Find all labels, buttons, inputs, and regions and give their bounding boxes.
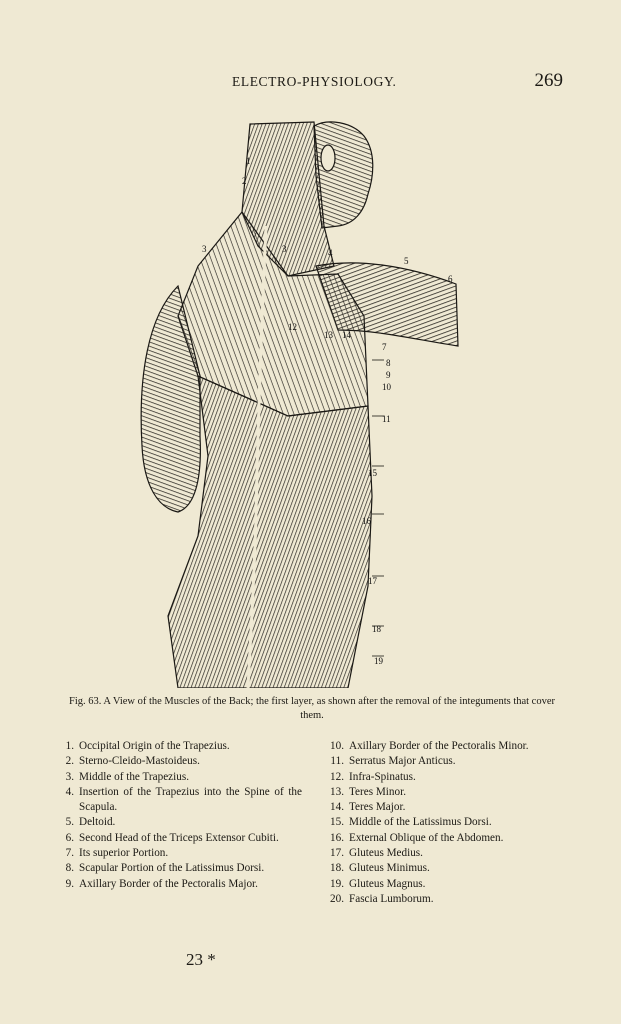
- figure-label: Fig. 63.: [68, 696, 102, 707]
- legend-num: 10.: [330, 740, 344, 752]
- callout-19: 19: [374, 656, 383, 666]
- legend-item: [58, 739, 302, 754]
- legend-item: [58, 846, 302, 861]
- callout-16: 16: [362, 516, 371, 526]
- callout-11: 11: [382, 414, 391, 424]
- legend-item: [322, 831, 566, 846]
- callout-13: 13: [324, 330, 333, 340]
- callout-10: 10: [382, 382, 391, 392]
- legend-item: [58, 877, 302, 892]
- legend-text: Axillary Border of the Pectoralis Minor.: [349, 740, 529, 752]
- legend-num: 13.: [330, 785, 344, 798]
- legend-num: 19.: [330, 877, 344, 890]
- legend-item: [58, 831, 302, 846]
- legend-item: [322, 785, 566, 800]
- legend-item: [58, 815, 302, 830]
- legend-right-column: [322, 739, 566, 907]
- legend-item: [58, 754, 302, 769]
- legend-num: 18.: [330, 862, 344, 875]
- callout-14: 14: [342, 330, 351, 340]
- callout-3-left: 3: [202, 244, 207, 254]
- legend-text: Axillary Border of the Pectoralis Major.: [79, 877, 258, 890]
- legend-text: Fascia Lumborum.: [349, 892, 434, 905]
- legend-text: Middle of the Latissimus Dorsi.: [349, 816, 492, 829]
- legend-num: 16.: [330, 831, 344, 844]
- callout-4: 4: [328, 248, 333, 258]
- legend-item: [322, 739, 566, 754]
- legend-item: [322, 892, 566, 907]
- legend-text: Middle of the Trapezius.: [79, 770, 190, 783]
- legend-item: [322, 846, 566, 861]
- callout-9: 9: [386, 370, 391, 380]
- legend-num: 9.: [65, 877, 74, 890]
- legend-num: 14.: [330, 801, 344, 814]
- legend-num: 7.: [65, 847, 74, 860]
- legend-text: Its superior Portion.: [79, 847, 169, 860]
- legend-text: Serratus Major Anticus.: [349, 755, 456, 768]
- legend-num: 1.: [65, 740, 74, 752]
- legend-item: [322, 800, 566, 815]
- legend-text: Second Head of the Triceps Extensor Cubiti.: [79, 831, 279, 844]
- callout-1: 1: [246, 156, 251, 166]
- callout-12: 12: [288, 322, 297, 332]
- running-head: [60, 70, 563, 94]
- legend-text: Insertion of the Trapezius into the Spine of the Scapula.: [79, 785, 302, 814]
- page-number: 269: [534, 70, 563, 91]
- legend-text: Teres Major.: [349, 801, 406, 814]
- callout-2: 2: [242, 176, 247, 186]
- legend-num: 15.: [330, 816, 344, 829]
- callout-3-right: 3: [282, 244, 287, 254]
- legend-text: Scapular Portion of the Latissimus Dorsi.: [79, 862, 265, 875]
- legend-item: [58, 770, 302, 785]
- legend-item: [322, 861, 566, 876]
- legend-num: 17.: [330, 847, 344, 860]
- legend-text: External Oblique of the Abdomen.: [349, 831, 504, 844]
- legend-num: 2.: [65, 755, 74, 768]
- legend-num: 3.: [65, 770, 74, 783]
- legend-left-column: [58, 739, 302, 892]
- callout-7: 7: [382, 342, 387, 352]
- figure-caption: [60, 695, 564, 723]
- callout-18: 18: [372, 624, 381, 634]
- callout-8: 8: [386, 358, 391, 368]
- legend-num: 5.: [65, 816, 74, 829]
- signature-mark: 23 *: [186, 950, 216, 969]
- legend-item: [58, 785, 302, 816]
- legend-text: Gluteus Minimus.: [349, 862, 430, 875]
- callout-5: 5: [404, 256, 409, 266]
- running-title: ELECTRO-PHYSIOLOGY.: [232, 74, 397, 89]
- legend-item: [322, 877, 566, 892]
- legend-item: [58, 861, 302, 876]
- legend-text: Infra-Spinatus.: [349, 770, 416, 783]
- legend-item: [322, 815, 566, 830]
- legend-num: 8.: [65, 862, 74, 875]
- back-muscles-engraving: [138, 116, 470, 688]
- legend-num: 12.: [330, 770, 344, 783]
- legend-num: 20.: [330, 892, 344, 905]
- legend-text: Deltoid.: [79, 816, 116, 829]
- legend-item: [322, 754, 566, 769]
- callout-6: 6: [448, 274, 453, 284]
- callout-15: 15: [368, 468, 377, 478]
- legend-num: 4.: [65, 785, 74, 798]
- legend-item: [322, 770, 566, 785]
- callout-17: 17: [368, 576, 377, 586]
- legend-text: Teres Minor.: [349, 785, 407, 798]
- legend-num: 6.: [65, 831, 74, 844]
- legend-text: Occipital Origin of the Trapezius.: [79, 740, 230, 752]
- legend-text: Sterno-Cleido-Mastoideus.: [79, 755, 200, 768]
- caption-text: A View of the Muscles of the Back; the first layer, as shown after the removal of the integuments that cover them.: [103, 696, 556, 721]
- ear-shape: [321, 145, 335, 171]
- legend-text: Gluteus Medius.: [349, 847, 423, 860]
- legend-text: Gluteus Magnus.: [349, 877, 426, 890]
- muscle-illustration: [138, 116, 470, 688]
- legend-num: 11.: [330, 755, 344, 768]
